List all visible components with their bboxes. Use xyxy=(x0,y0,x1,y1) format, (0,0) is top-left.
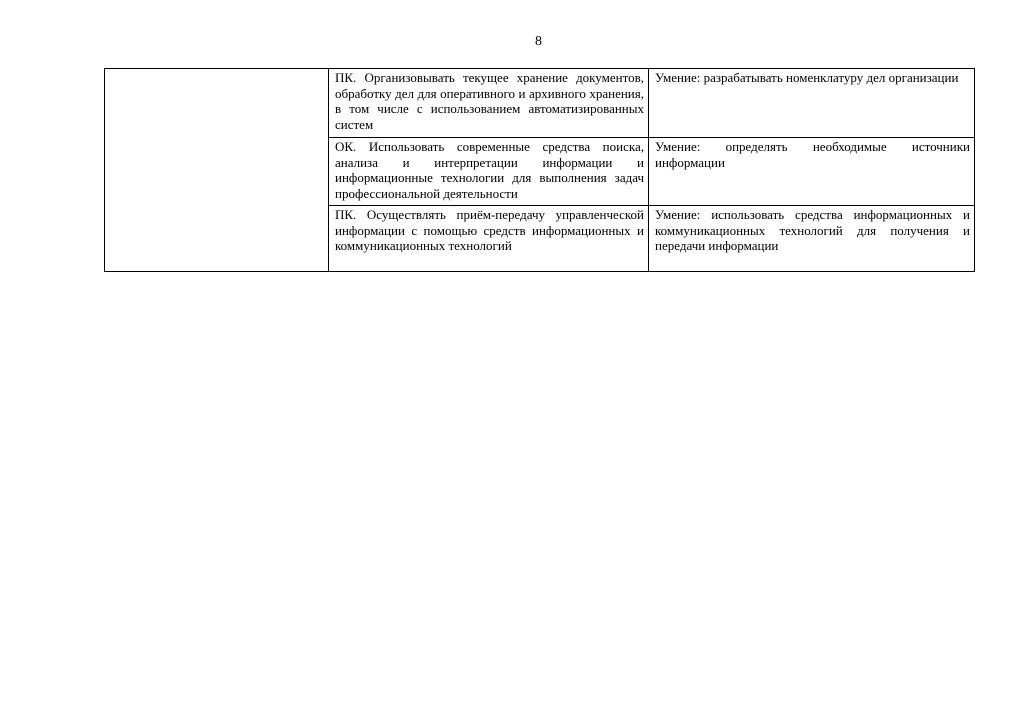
skill-cell: Умение: разрабатывать номенклатуру дел организации xyxy=(649,69,975,138)
page-number: 8 xyxy=(535,34,542,49)
table-row xyxy=(105,69,975,138)
skill-cell: Умение: использовать средства информационных и коммуникационных технологий для получения и передачи информации xyxy=(649,206,975,272)
competency-cell: ПК. Организовывать текущее хранение документов, обработку дел для оперативного и архивного хранения, в том числе с использованием автоматизированных систем xyxy=(329,69,649,138)
competency-cell: ОК. Использовать современные средства поиска, анализа и интерпретации информации и информационные технологии для выполнения задач профессиональной деятельности xyxy=(329,138,649,206)
empty-merged-cell xyxy=(105,69,329,272)
competency-table xyxy=(104,68,975,272)
competency-cell: ПК. Осуществлять приём-передачу управленческой информации с помощью средств информационных и коммуникационных технологий xyxy=(329,206,649,272)
skill-cell: Умение: определять необходимые источники информации xyxy=(649,138,975,206)
